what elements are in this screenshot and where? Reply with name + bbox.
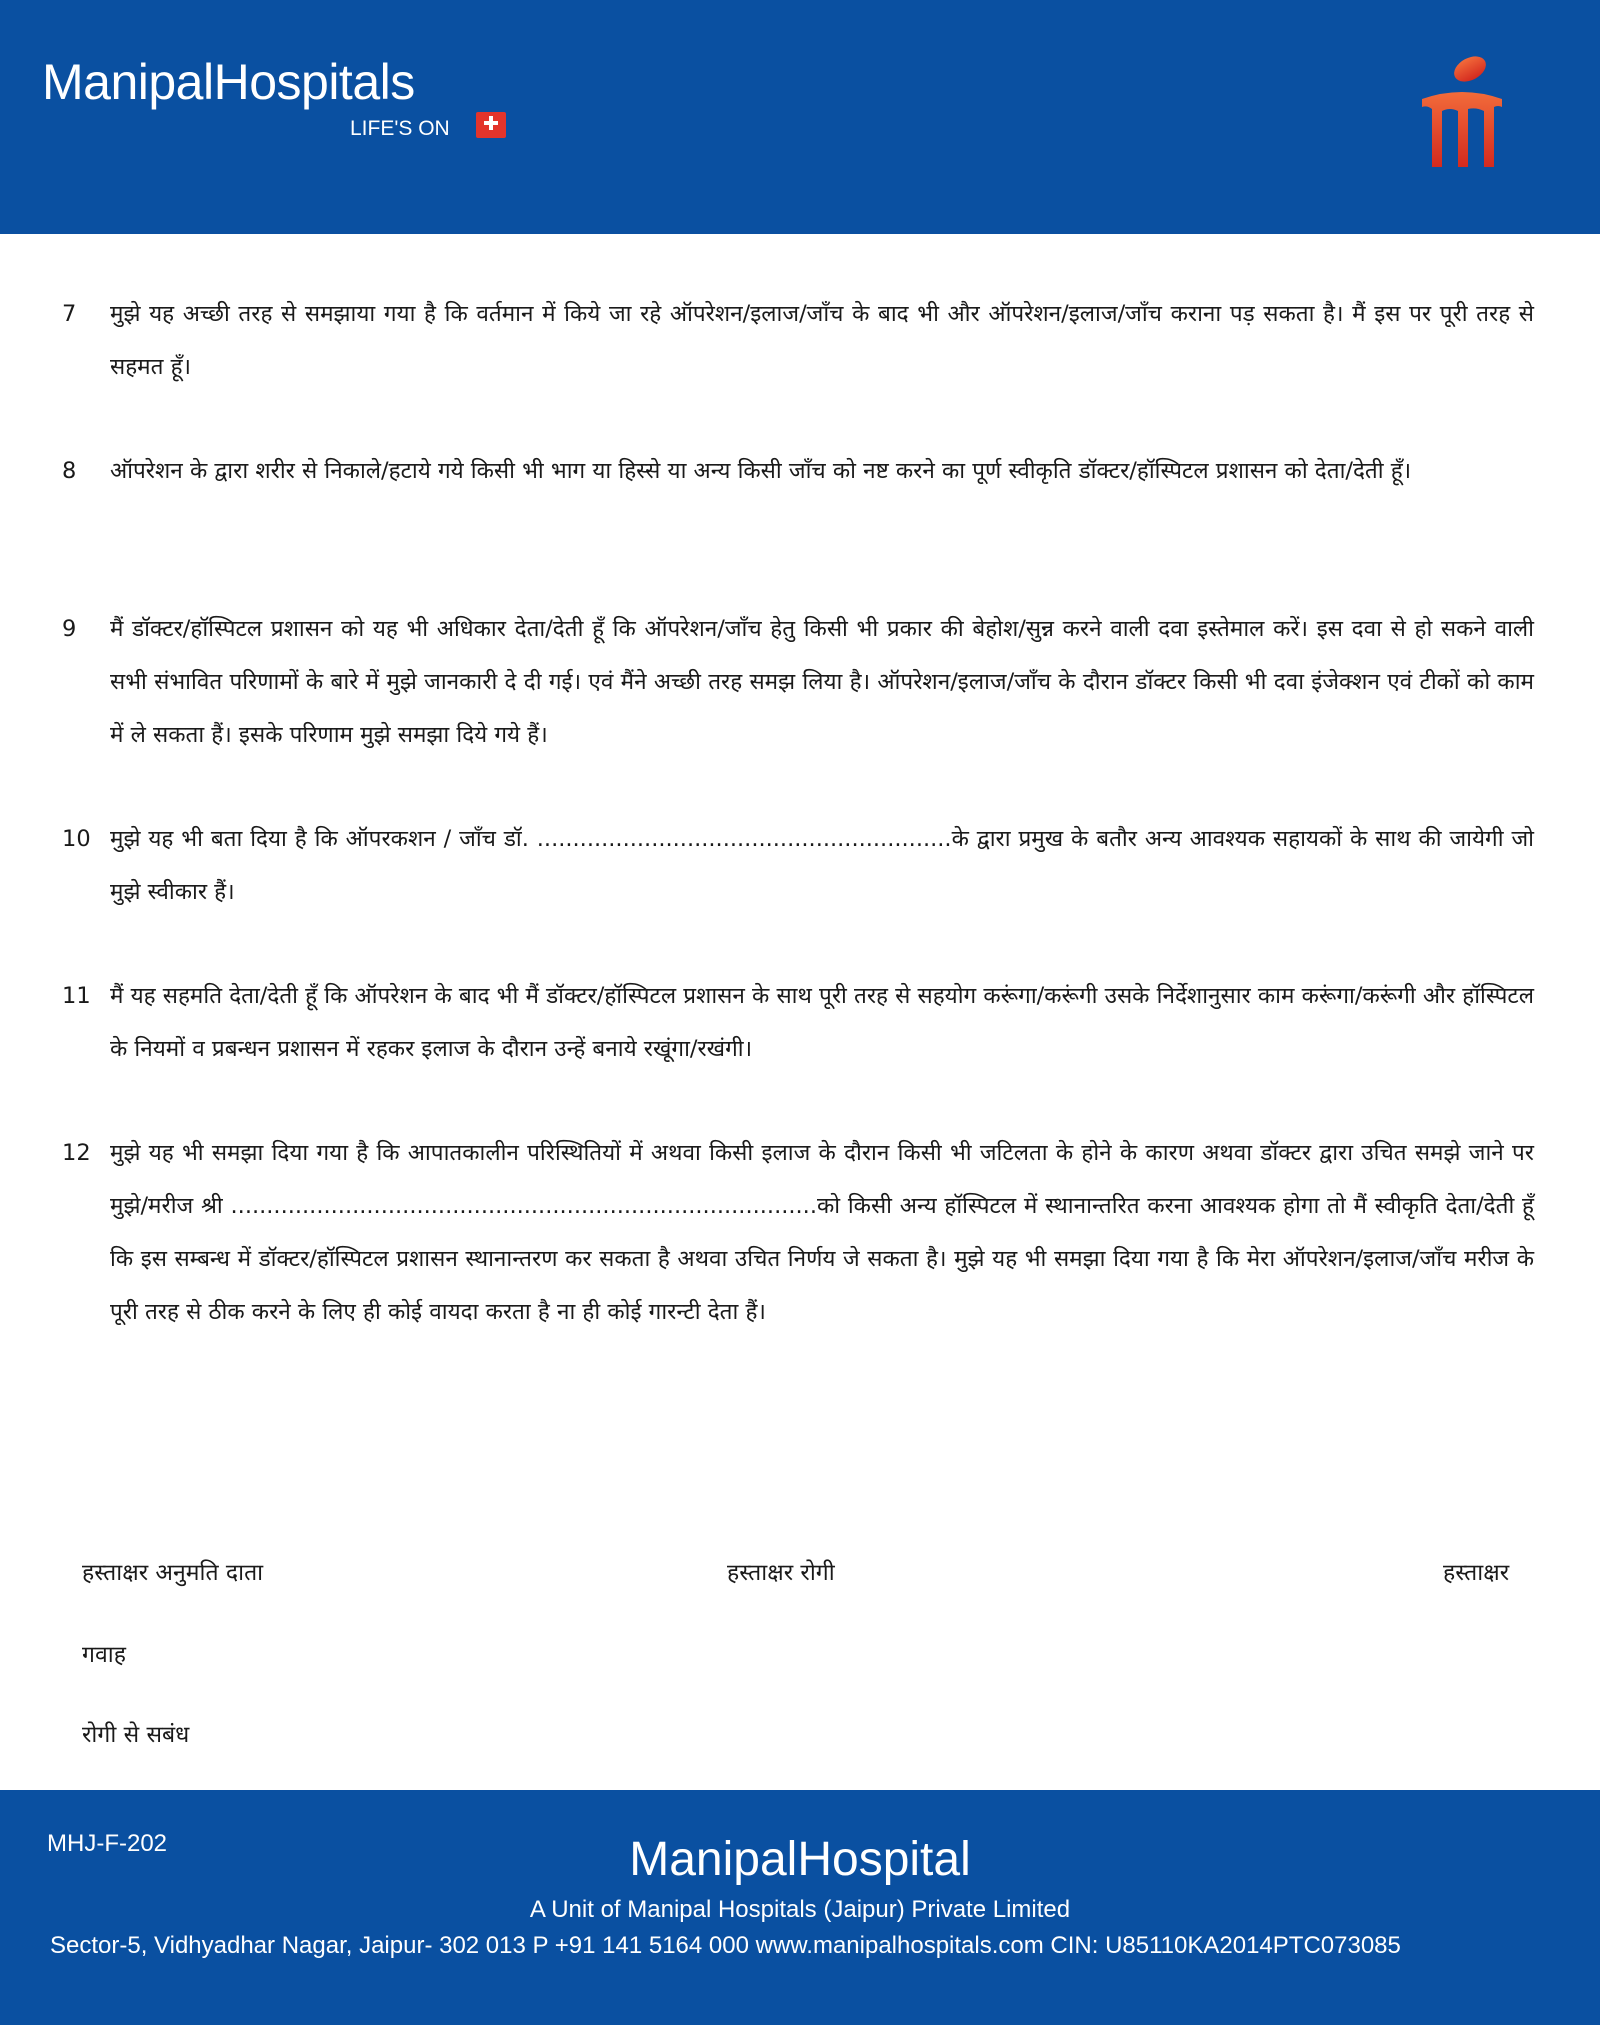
clause-text: मुझे यह अच्छी तरह से समझाया गया है कि वर्तमान में किये जा रहे ऑपरेशन/इलाज/जाँच के बाद भी और ऑपरेशन/इलाज/जाँच कराना पड़ सकता है। मैं इस पर पूरी तरह से सहमत हूँ। [110, 301, 1534, 380]
brand-tagline: LIFE'S ON [350, 117, 450, 140]
clause-text: ऑपरेशन के द्वारा शरीर से निकाले/हटाये गये किसी भी भाग या हिस्से या अन्य किसी जाँच को नष्ट करने का पूर्ण स्वीकृति डॉक्टर/हॉस्पिटल प्रशासन को देता/देती हूँ। [110, 458, 1412, 484]
clause-number: 9 [62, 616, 77, 642]
clause-text: मैं डॉक्टर/हॉस्पिटल प्रशासन को यह भी अधिकार देता/देती हूँ कि ऑपरेशन/जाँच हेतु किसी भी प्रकार की बेहोश/सुन्न करने वाली दवा इस्तेमाल करें। इस दवा से हो सकने वाली सभी संभावित परिणामों के बारे में मुझे जानकारी दे दी गई। एवं मैंने अच्छी तरह समझ लिया है। ऑपरेशन/इलाज/जाँच के दौरान डॉक्टर किसी भी दवा इंजेक्शन एवं टीकों को काम में ले सकता हैं। इसके परिणाम मुझे समझा दिये गये हैं। [110, 616, 1534, 748]
witness-label: गवाह [82, 1642, 126, 1668]
manipal-logo-icon [1418, 55, 1506, 175]
clause-number: 11 [62, 983, 91, 1009]
footer-address: Sector-5, Vidhyadhar Nagar, Jaipur- 302 013 P +91 141 5164 000 www.manipalhospitals.com CIN: U85110KA2014PTC073085 [50, 1932, 1401, 1959]
clause-text: मैं यह सहमति देता/देती हूँ कि ऑपरेशन के बाद भी मैं डॉक्टर/हॉस्पिटल प्रशासन के साथ पूरी तरह से सहयोग करूंगा/करूंगी उसके निर्देशानुसार काम करूंगा/करूंगी और हॉस्पिटल के नियमों व प्रबन्धन प्रशासन में रहकर इलाज के दौरान उन्हें बनाये रखूंगा/रखंगी। [110, 983, 1534, 1062]
clause-number: 12 [62, 1140, 91, 1166]
clause-number: 10 [62, 826, 91, 852]
clause-text: मुझे यह भी बता दिया है कि ऑपरकशन / जाँच डॉ. ..........................................................के द्वारा प्रमुख के बतौर अन्य आवश्यक सहायकों के साथ की जायेगी जो मुझे स्वीकार हैं। [110, 826, 1534, 905]
clause-text: मुझे यह भी समझा दिया गया है कि आपातकालीन परिस्थितियों में अथवा किसी इलाज के दौरान किसी भी जटिलता के होने के कारण अथवा डॉक्टर द्वारा उचित समझे जाने पर मुझे/मरीज श्री ..................................................................................को किसी अन्य हॉस्पिटल में स्थानान्तरित करना आवश्यक होगा तो मैं स्वीकृति देता/देती हूँ कि इस सम्बन्ध में डॉक्टर/हॉस्पिटल प्रशासन स्थानान्तरण कर सकता है अथवा उचित निर्णय जे सकता है। मुझे यह भी समझा दिया गया है कि मेरा ऑपरेशन/इलाज/जाँच मरीज के पूरी तरह से ठीक करने के लिए ही कोई वायदा करता है ना ही कोई गारन्टी देता हैं। [110, 1140, 1534, 1325]
clause-number: 7 [62, 301, 77, 327]
signature-label: हस्ताक्षर [1443, 1560, 1510, 1586]
brand-name: ManipalHospitals [42, 54, 415, 110]
footer-hospital-name: ManipalHospital [629, 1833, 971, 1886]
signature-patient: हस्ताक्षर रोगी [727, 1560, 835, 1586]
form-code: MHJ-F-202 [47, 1830, 168, 1857]
header-banner [0, 0, 1600, 234]
clause-number: 8 [62, 458, 77, 484]
footer-unit-line: A Unit of Manipal Hospitals (Jaipur) Private Limited [529, 1896, 1071, 1923]
lifes-on-badge-icon [476, 112, 506, 138]
signature-consent-giver: हस्ताक्षर अनुमति दाता [82, 1560, 264, 1586]
footer-banner [0, 1790, 1600, 2025]
relation-to-patient-label: रोगी से सबंध [82, 1722, 190, 1748]
